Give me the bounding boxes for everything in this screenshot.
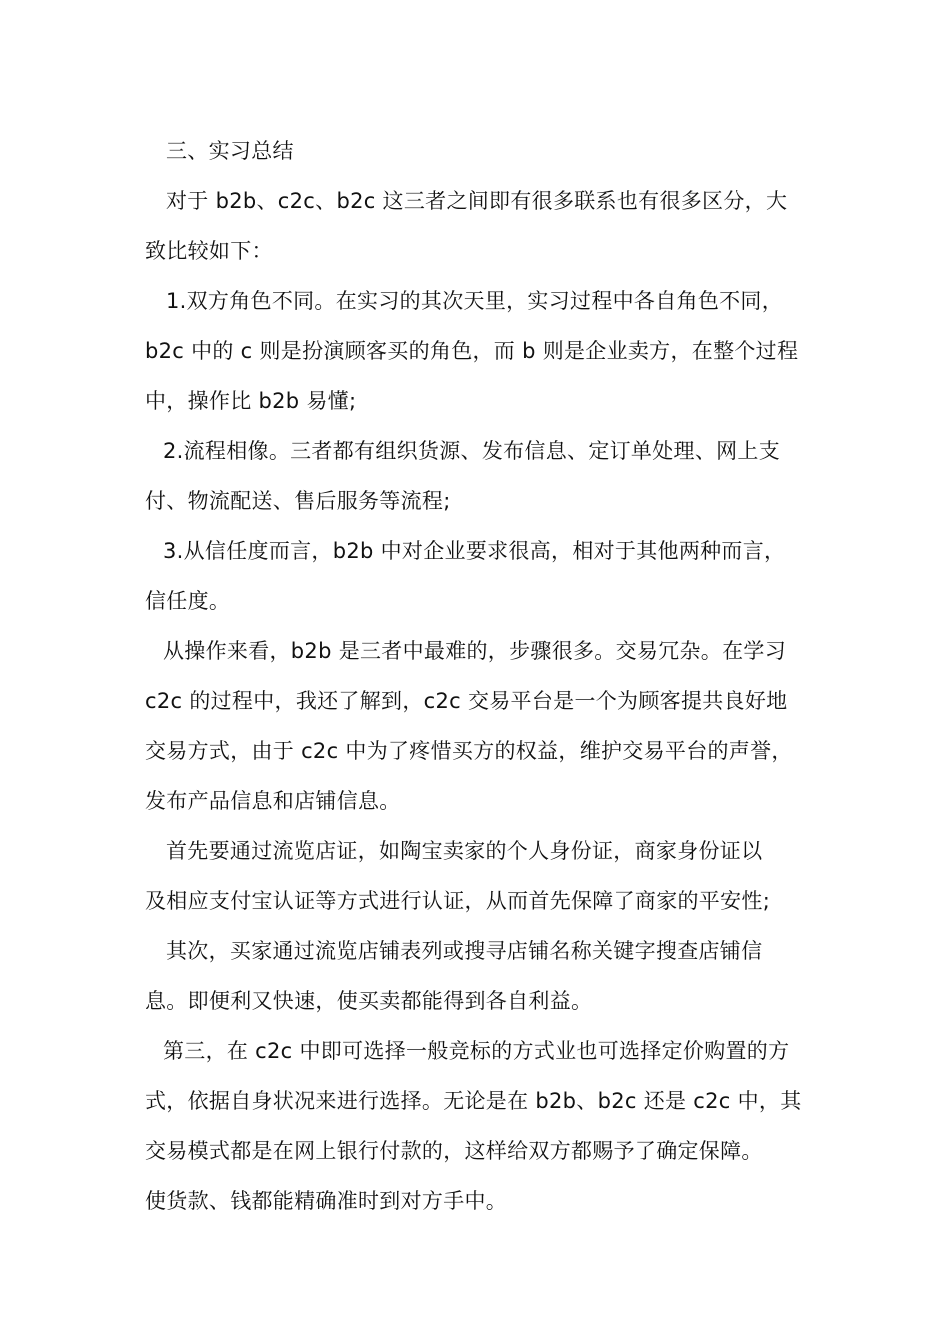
paragraph-line: 及相应支付宝认证等方式进行认证，从而首先保障了商家的平安性; bbox=[145, 889, 771, 913]
paragraph-line: 2.流程相像。三者都有组织货源、发布信息、定订单处理、网上支 bbox=[163, 439, 781, 463]
paragraph-line: 信任度。 bbox=[145, 589, 231, 613]
paragraph-line: 发布产品信息和店铺信息。 bbox=[145, 789, 401, 813]
paragraph-line: 付、物流配送、售后服务等流程; bbox=[145, 489, 451, 513]
paragraph-line: 息。即便利又快速，使买卖都能得到各自利益。 bbox=[145, 989, 593, 1013]
paragraph-line: 致比较如下： bbox=[145, 239, 273, 263]
paragraph-line: 交易模式都是在网上银行付款的，这样给双方都赐予了确定保障。 bbox=[145, 1139, 763, 1163]
paragraph-line: 使货款、钱都能精确准时到对方手中。 bbox=[145, 1189, 508, 1213]
paragraph-line: c2c 的过程中，我还了解到，c2c 交易平台是一个为顾客提共良好地 bbox=[145, 689, 788, 713]
section-heading: 三、实习总结 bbox=[166, 139, 294, 163]
paragraph-line: 式，依据自身状况来进行选择。无论是在 b2b、b2c 还是 c2c 中，其 bbox=[145, 1089, 802, 1113]
document-body bbox=[145, 126, 810, 1226]
paragraph-line: 第三，在 c2c 中即可选择一般竞标的方式业也可选择定价购置的方 bbox=[163, 1039, 790, 1063]
paragraph-line: 对于 b2b、c2c、b2c 这三者之间即有很多联系也有很多区分，大 bbox=[166, 189, 788, 213]
paragraph-line: 从操作来看，b2b 是三者中最难的，步骤很多。交易冗杂。在学习 bbox=[163, 639, 786, 663]
paragraph-line: 交易方式，由于 c2c 中为了疼惜买方的权益，维护交易平台的声誉， bbox=[145, 739, 793, 763]
paragraph-line: 首先要通过流览店证，如陶宝卖家的个人身份证，商家身份证以 bbox=[166, 839, 763, 863]
paragraph-line: 其次，买家通过流览店铺表列或搜寻店铺名称关键字搜查店铺信 bbox=[166, 939, 763, 963]
paragraph-line: 3.从信任度而言，b2b 中对企业要求很高，相对于其他两种而言， bbox=[163, 539, 786, 563]
paragraph-line: 1.双方角色不同。在实习的其次天里，实习过程中各自角色不同， bbox=[166, 289, 784, 313]
paragraph-line: 中，操作比 b2b 易懂; bbox=[145, 389, 357, 413]
paragraph-line: b2c 中的 c 则是扮演顾客买的角色，而 b 则是企业卖方，在整个过程 bbox=[145, 339, 799, 363]
